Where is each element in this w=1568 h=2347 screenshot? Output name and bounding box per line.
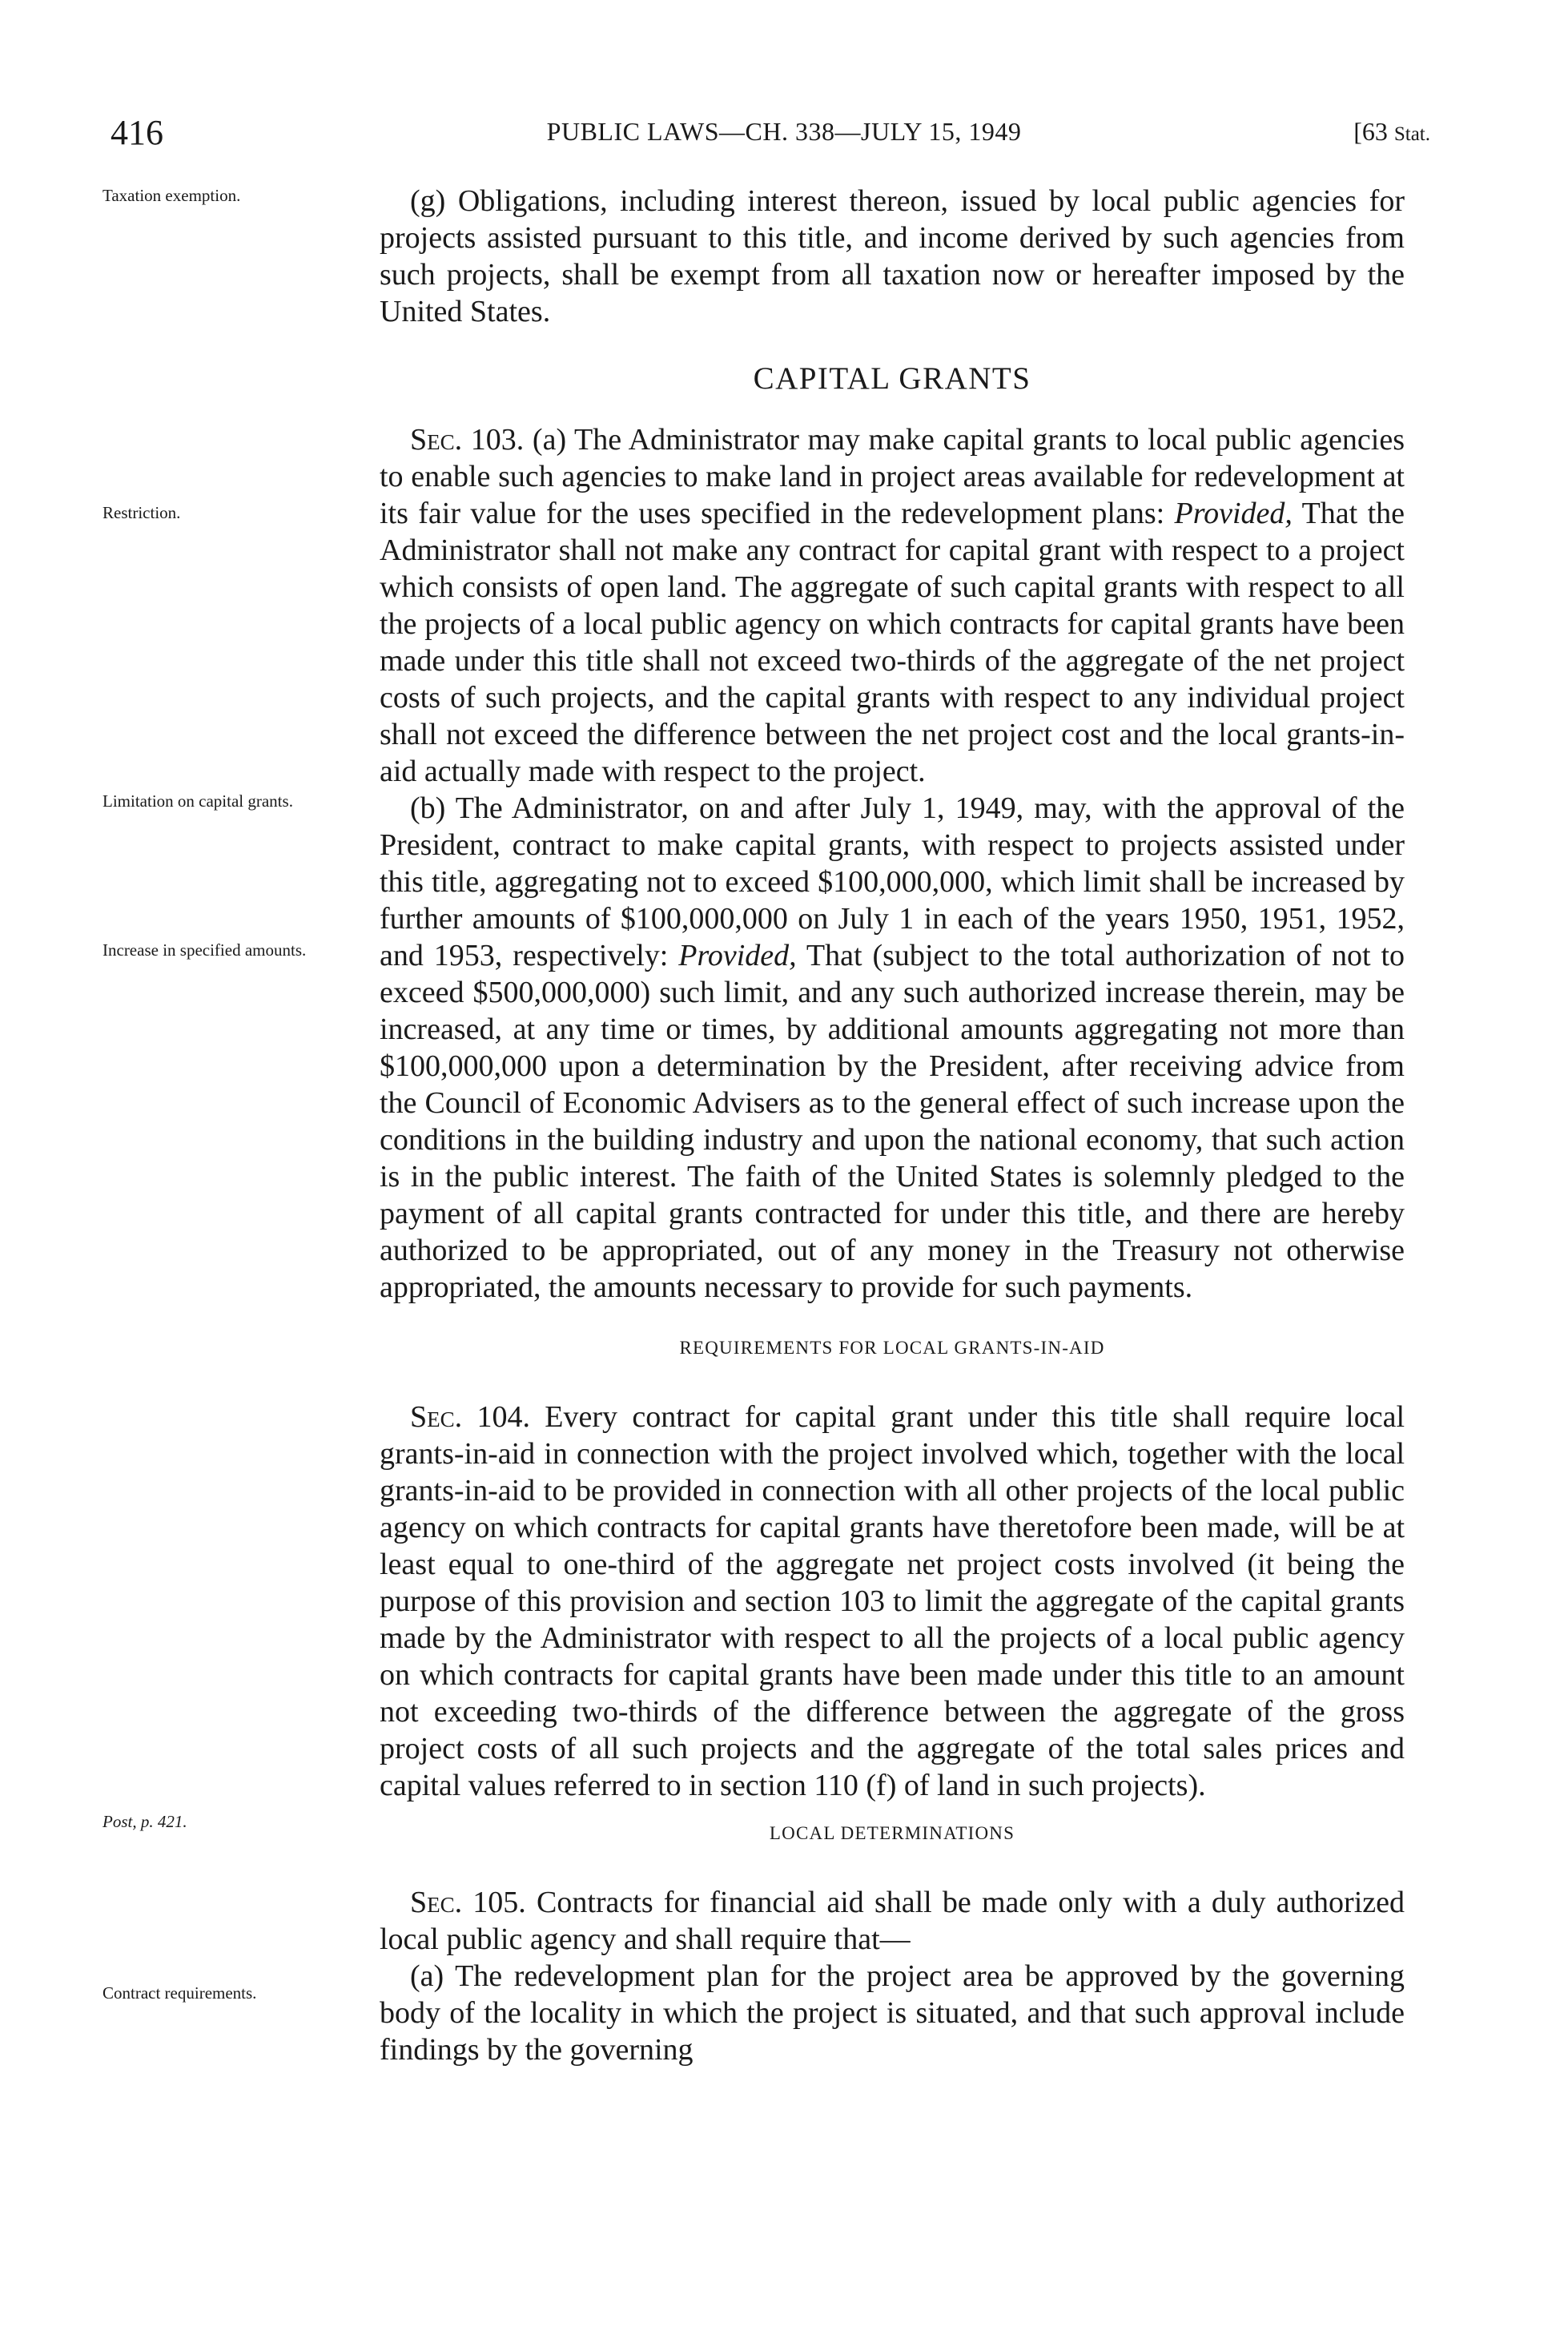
- provided-2: Provided,: [678, 939, 797, 972]
- margin-note-taxation: Taxation exemption.: [103, 186, 241, 205]
- margin-note-increase: Increase in specified amounts.: [103, 940, 307, 960]
- paragraph-sec103b: [380, 790, 1405, 1306]
- sec103b-text-2: That (subject to the total authorization of not to exceed $500,000,000) such limit, and any such authorized increase therein, may be increased, at any time or times, by additional amounts aggregating not more than $100,000,000 upon a determination by the President, after receiving advice from the Council of Economic Advisers as to the general effect of such increase upon the conditions in the building industry and upon the national economy, that such action is in the public interest. The faith of the United States is solemnly pledged to the payment of all capital grants contracted for under this title, and there are hereby authorized to be appropriated, out of any money in the Treasury not otherwise appropriated, the amounts necessary to provide for such payments.: [380, 939, 1405, 1304]
- sec103b-text-1: (b) The Administrator, on and after July 1, 1949, may, with the approval of the President, contract to make capital grants, with respect to projects assisted under this title, aggregating not to exceed $100,000,000, which limit shall be increased by further amounts of $100,000,000 on July 1 in each of the years 1950, 1951, 1952, and 1953, respectively:: [380, 791, 1405, 972]
- heading-local-determinations: LOCAL DETERMINATIONS: [769, 1823, 1015, 1843]
- margin-note-post: Post, p. 421.: [103, 1812, 187, 1831]
- margin-note-contract: Contract requirements.: [103, 1983, 257, 2003]
- statute-reference: [1353, 117, 1430, 147]
- sec103a-text-2: That the Administrator shall not make any contract for capital grant with respect to a project which consists of open land. The aggregate of such capital grants with respect to all the projects of a local public agency on which contracts for capital grants have been made under this title shall not exceed two-thirds of the aggregate of the net project costs of such projects, and the capital grants with respect to any individual project shall not exceed the difference between the net project cost and the local grants-in-aid actually made with respect to the project.: [380, 497, 1405, 788]
- paragraph-sec105: [380, 1884, 1405, 1958]
- paragraph-sec104: [380, 1399, 1405, 1804]
- section-label-104: Sec. 104.: [410, 1400, 530, 1434]
- heading-capital-grants: CAPITAL GRANTS: [753, 361, 1031, 396]
- section-label-105: Sec. 105.: [410, 1886, 526, 1919]
- provided-1: Provided,: [1174, 497, 1293, 530]
- statute-word: Stat.: [1393, 123, 1430, 145]
- sec104-text: Every contract for capital grant under this title shall require local grants-in-aid in connection with the project involved which, together with the local grants-in-aid to be provided in connection with all other projects of the local public agency on which contracts for capital grants have theretofore been made, will be at least equal to one-third of the aggregate net project costs involved (it being the purpose of this provision and section 103 to limit the aggregate of the capital grants made by the Administrator with respect to all the projects of a local public agency on which contracts for capital grants have been made under this title to an amount not exceeding two-thirds of the difference between the aggregate of the gross project costs of all such projects and the aggregate of the total sales prices and capital values referred to in section 110 (f) of land in such projects).: [380, 1400, 1405, 1802]
- paragraph-sec103a: [380, 421, 1405, 790]
- statute-prefix: [63: [1353, 117, 1394, 146]
- running-title: PUBLIC LAWS—CH. 338—JULY 15, 1949: [546, 117, 1022, 146]
- sec103a-text-1: (a) The Administrator may make capital grants to local public agencies to enable such agencies to make land in project areas available for redevelopment at its fair value for the uses specified in the redevelopment plans:: [380, 423, 1405, 530]
- margin-note-limitation: Limitation on capital grants.: [103, 791, 293, 811]
- sec105-text: Contracts for financial aid shall be made only with a duly authorized local public agency and shall require that—: [380, 1886, 1405, 1956]
- margin-note-restriction: Restriction.: [103, 503, 181, 522]
- paragraph-sec105a: (a) The redevelopment plan for the project area be approved by the governing body of the locality in which the project is situated, and that such approval include findings by the governing: [380, 1959, 1405, 2067]
- paragraph-g: (g) Obligations, including interest thereon, issued by local public agencies for projects assisted pursuant to this title, and income derived by such agencies from such projects, shall be exempt from all taxation now or hereafter imposed by the United States.: [380, 184, 1405, 328]
- heading-requirements: REQUIREMENTS FOR LOCAL GRANTS-IN-AID: [679, 1338, 1105, 1358]
- main-text: [380, 183, 1405, 2068]
- section-label-103: Sec. 103.: [410, 423, 525, 457]
- page-number: 416: [111, 113, 163, 152]
- running-header: [0, 112, 1568, 152]
